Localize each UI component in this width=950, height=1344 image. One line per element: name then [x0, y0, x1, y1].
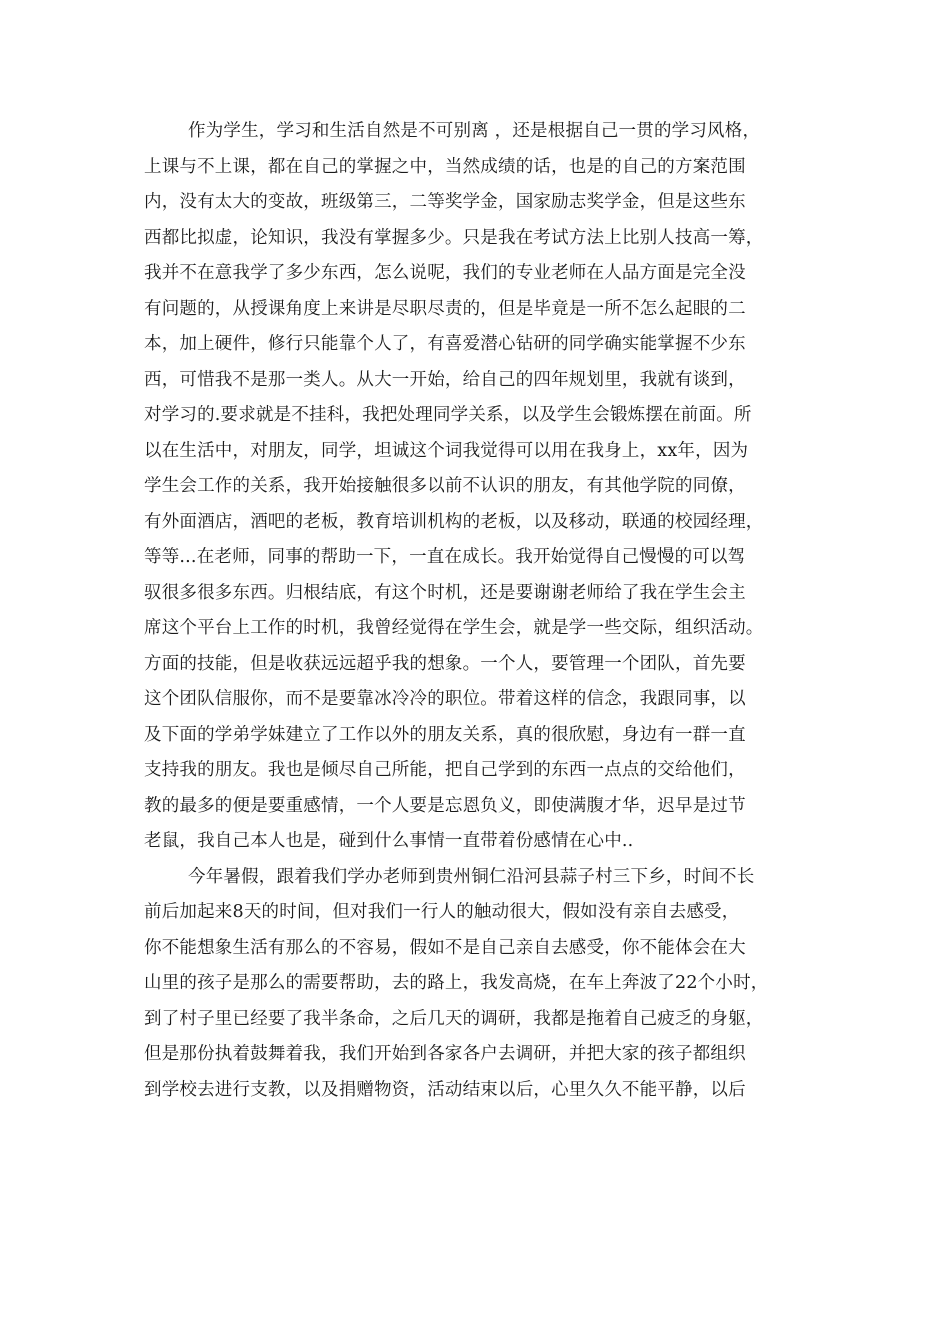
paragraph-2-line-7: 到学校去进行支教，以及捐赠物资，活动结束以后，心里久久不能平静，以后: [144, 1079, 746, 1100]
paragraph-1-line-6: 有问题的，从授课角度上来讲是尽职尽责的，但是毕竟是一所不怎么起眼的二: [144, 298, 746, 319]
paragraph-1-line-7: 本，加上硬件，修行只能靠个人了，有喜爱潜心钻研的同学确实能掌握不少东: [144, 334, 746, 354]
paragraph-1-line-17: 这个团队信服你，而不是要靠冰冷冷的职位。带着这样的信念，我跟同事，以: [144, 689, 746, 709]
paragraph-1-line-18: 及下面的学弟学妹建立了工作以外的朋友关系，真的很欣慰，身边有一群一直: [144, 724, 746, 745]
paragraph-1-line-11: 学生会工作的关系，我开始接触很多以前不认识的朋友，有其他学院的同僚，: [144, 476, 746, 496]
paragraph-1-line-12: 有外面酒店，酒吧的老板，教育培训机构的老板，以及移动，联通的校园经理，: [144, 511, 764, 532]
paragraph-1-line-5: 我并不在意我学了多少东西，怎么说呢，我们的专业老师在人品方面是完全没: [144, 263, 746, 283]
paragraph-1-line-21: 老鼠，我自己本人也是，碰到什么事情一直带着份感情在心中..: [144, 831, 634, 851]
paragraph-2-line-6: 但是那份执着鼓舞着我，我们开始到各家各户去调研，并把大家的孩子都组织: [144, 1044, 746, 1064]
paragraph-1-line-9: 对学习的.要求就是不挂科，我把处理同学关系，以及学生会锻炼摆在前面。所: [144, 405, 752, 425]
paragraph-2-line-3: 你不能想象生活有那么的不容易，假如不是自己亲自去感受，你不能体会在大: [144, 937, 746, 958]
paragraph-1-line-4: 西都比拟虚，论知识，我没有掌握多少。只是我在考试方法上比别人技高一筹，: [144, 227, 764, 248]
paragraph-2-line-1: 今年暑假，跟着我们学办老师到贵州铜仁沿河县蒜子村三下乡，时间不长: [188, 866, 755, 887]
paragraph-1-line-19: 支持我的朋友。我也是倾尽自己所能，把自己学到的东西一点点的交给他们，: [144, 760, 746, 780]
paragraph-2-line-5: 到了村子里已经要了我半条命，之后几天的调研，我都是拖着自己疲乏的身躯，: [144, 1008, 764, 1029]
paragraph-1-line-8: 西，可惜我不是那一类人。从大一开始，给自己的四年规划里，我就有谈到，: [144, 369, 746, 390]
paragraph-2-line-2: 前后加起来8天的时间，但对我们一行人的触动很大，假如没有亲自去感受，: [144, 902, 740, 922]
paragraph-1-line-3: 内，没有太大的变故，班级第三，二等奖学金，国家励志奖学金，但是这些东: [144, 192, 746, 212]
document-body: [144, 114, 824, 1108]
paragraph-1-line-14: 驭很多很多东西。归根结底，有这个时机，还是要谢谢老师给了我在学生会主: [144, 582, 746, 603]
paragraph-1-line-10: 以在生活中，对朋友，同学，坦诚这个词我觉得可以用在我身上，xx年，因为: [144, 440, 749, 461]
paragraph-1-line-20: 教的最多的便是要重感情，一个人要是忘恩负义，即使满腹才华，迟早是过节: [144, 795, 746, 816]
paragraph-1-line-16: 方面的技能，但是收获远远超乎我的想象。一个人，要管理一个团队，首先要: [144, 653, 746, 674]
paragraph-1-line-2: 上课与不上课，都在自己的掌握之中，当然成绩的话，也是的自己的方案范围: [144, 156, 746, 177]
paragraph-2-line-4: 山里的孩子是那么的需要帮助，去的路上，我发高烧，在车上奔波了22个小时，: [144, 973, 769, 993]
paragraph-1-line-13: 等等...在老师，同事的帮助一下，一直在成长。我开始觉得自己慢慢的可以驾: [144, 547, 746, 567]
paragraph-1-line-15: 席这个平台上工作的时机，我曾经觉得在学生会，就是学一些交际，组织活动。: [144, 618, 764, 638]
paragraph-1-line-1: 作为学生，学习和生活自然是不可别离 ，还是根据自己一贯的学习风格，: [188, 121, 761, 141]
